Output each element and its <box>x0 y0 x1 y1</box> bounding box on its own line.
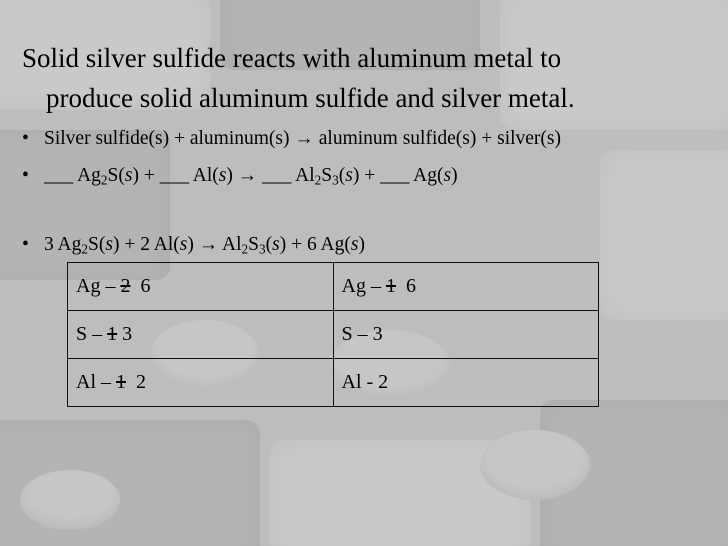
reactant-count-cell <box>68 311 334 359</box>
formula-part: ) <box>187 234 194 255</box>
skeleton-equation <box>22 165 458 187</box>
bullet-dot: • <box>22 165 29 186</box>
formula-part: ) <box>132 165 139 186</box>
formula-part: ) <box>226 165 233 186</box>
state-symbol: s <box>443 165 452 186</box>
struck-count: 1 <box>385 275 396 297</box>
state-symbol: s <box>345 165 353 186</box>
cell-text: Ag – <box>341 275 386 297</box>
cell-text: Al – <box>76 371 116 393</box>
formula-part: Al( <box>188 165 219 186</box>
formula-part: ) <box>279 234 287 255</box>
formula-part: S( <box>107 165 125 186</box>
word-equation <box>22 128 561 150</box>
state-symbol: s <box>105 234 113 255</box>
formula-part: Al <box>291 165 315 186</box>
struck-count: 1 <box>116 371 126 393</box>
product-count-cell <box>333 311 599 359</box>
state-symbol: s <box>350 234 359 255</box>
struck-count: 1 <box>107 323 118 345</box>
state-symbol: s <box>179 234 188 255</box>
product-count-cell <box>333 263 599 311</box>
cell-value: 6 <box>130 275 151 297</box>
formula-part: Ag <box>77 165 101 186</box>
reactant-count-cell <box>68 359 334 407</box>
blank-coefficient: ___ <box>262 165 292 186</box>
struck-count: 2 <box>120 275 131 297</box>
subscript: 2 <box>314 172 322 188</box>
formula-part: S <box>321 165 333 186</box>
arrow: → Al <box>193 234 242 255</box>
operator: + <box>138 165 160 186</box>
state-symbol: s <box>124 165 133 186</box>
word-equation-text: Silver sulfide(s) + aluminum(s) → aluminum sulfide(s) + silver(s) <box>44 128 561 149</box>
bullet-dot: • <box>22 234 29 255</box>
state-symbol: s <box>272 234 280 255</box>
formula-part: ( <box>338 165 346 186</box>
formula-part: S( <box>88 234 106 255</box>
subscript: 2 <box>100 172 108 188</box>
subscript: 3 <box>332 172 339 188</box>
balanced-equation <box>22 234 365 256</box>
blank-coefficient: ___ <box>380 165 410 186</box>
blank-coefficient: ___ <box>44 165 74 186</box>
table-row <box>68 359 599 407</box>
formula-part: 3 Ag <box>44 234 82 255</box>
slide-title <box>22 38 712 118</box>
state-symbol: s <box>218 165 227 186</box>
cell-value: 6 <box>395 275 416 297</box>
formula-part: ) <box>112 234 120 255</box>
reactant-count-cell <box>68 263 334 311</box>
formula-part: + 2 Al( <box>119 234 180 255</box>
formula-part: ) <box>352 165 360 186</box>
subscript: 2 <box>81 241 89 257</box>
formula-part: ( <box>265 234 273 255</box>
formula-part: ) <box>358 234 365 255</box>
table-row <box>68 263 599 311</box>
formula-part: Ag( <box>409 165 444 186</box>
cell-text: S – <box>76 323 108 345</box>
blank-coefficient: ___ <box>159 165 189 186</box>
formula-part: S <box>248 234 260 255</box>
table-row <box>68 311 599 359</box>
subscript: 2 <box>241 241 249 257</box>
cell-value: 3 <box>117 323 133 345</box>
product-count-cell <box>333 359 599 407</box>
title-line-2: produce solid aluminum sulfide and silver metal. <box>46 83 575 113</box>
bullet-dot: • <box>22 128 29 149</box>
cell-text: Al - 2 <box>341 371 389 393</box>
operator: + <box>359 165 381 186</box>
formula-part: + 6 Ag( <box>286 234 351 255</box>
subscript: 3 <box>259 241 266 257</box>
cell-text: S – 3 <box>341 323 383 345</box>
formula-part: ) <box>451 165 458 186</box>
title-line-1: Solid silver sulfide reacts with aluminum metal to <box>22 43 562 73</box>
atom-count-table <box>67 262 599 407</box>
cell-text: Ag – <box>76 275 121 297</box>
arrow: → <box>232 165 263 186</box>
cell-value: 2 <box>126 371 146 393</box>
